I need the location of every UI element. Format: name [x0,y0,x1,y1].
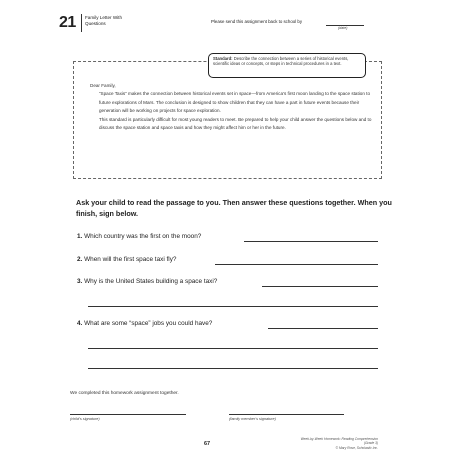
question-text: When will the first space taxi fly? [84,256,177,263]
letter-body [90,82,375,132]
header-divider [81,14,82,32]
standard-text [213,56,361,67]
send-back-text: Please send this assignment back to school by [211,19,303,24]
answer-line-3b[interactable] [88,306,378,307]
question-4 [77,320,212,327]
completed-statement: We completed this homework assignment together. [70,391,179,396]
page-number: 67 [204,441,211,447]
child-signature-label: (child’s signature) [70,417,100,421]
letter-greeting: Dear Family, [90,83,116,88]
credit-line [298,437,378,450]
letter-paragraph-2: This standard is particularly difficult for most young readers to meet. Be prepared to help your child answer the questions below and to discuss the space station and space taxis and how they might affect him or her in the future. [99,116,372,131]
date-label: (date) [338,26,348,30]
question-number: 4. [77,320,83,327]
standard-description: Describe the connection between a series of historical events, scientific ideas or concepts, or steps in technical procedures in a text. [213,56,349,67]
answer-line-4c[interactable] [88,368,378,369]
question-text: What are some “space” jobs you could have? [84,320,213,327]
answer-line-2[interactable] [215,264,378,265]
question-number: 2. [77,256,83,263]
answer-line-4a[interactable] [268,328,378,329]
lesson-number: 21 [59,14,76,31]
credit-line-2: © Mary Rose, Scholastic Inc. [335,445,378,450]
family-signature-label: (family member’s signature) [229,417,276,421]
question-text: Why is the United States building a space taxi? [84,278,218,285]
answer-line-1[interactable] [244,241,378,242]
question-text: Which country was the first on the moon? [84,233,202,240]
question-number: 1. [77,233,83,240]
answer-line-4b[interactable] [88,348,378,349]
instructions: Ask your child to read the passage to you. Then answer these questions together. When you finish, sign below. [76,198,392,218]
question-number: 3. [77,278,83,285]
question-2 [77,256,176,263]
lesson-type: Family Letter With Questions [85,15,123,26]
letter-paragraph-1: “Space Taxis” makes the connection between historical events set in space—from America’s first moon landing to the space station to future explorations of Mars. The conclusion is designed to show children that they can have a part in future events because their generation will be working on projects for space exploration. [99,91,370,114]
question-1 [77,233,201,240]
question-3 [77,278,217,285]
family-signature-line[interactable] [229,414,344,415]
standard-box [208,53,366,78]
credit-line-1: Week-by-Week Homework: Reading Comprehension (Grade 3) [300,437,378,446]
child-signature-line[interactable] [70,414,186,415]
standard-label: Standard: [213,56,233,61]
answer-line-3a[interactable] [262,286,378,287]
